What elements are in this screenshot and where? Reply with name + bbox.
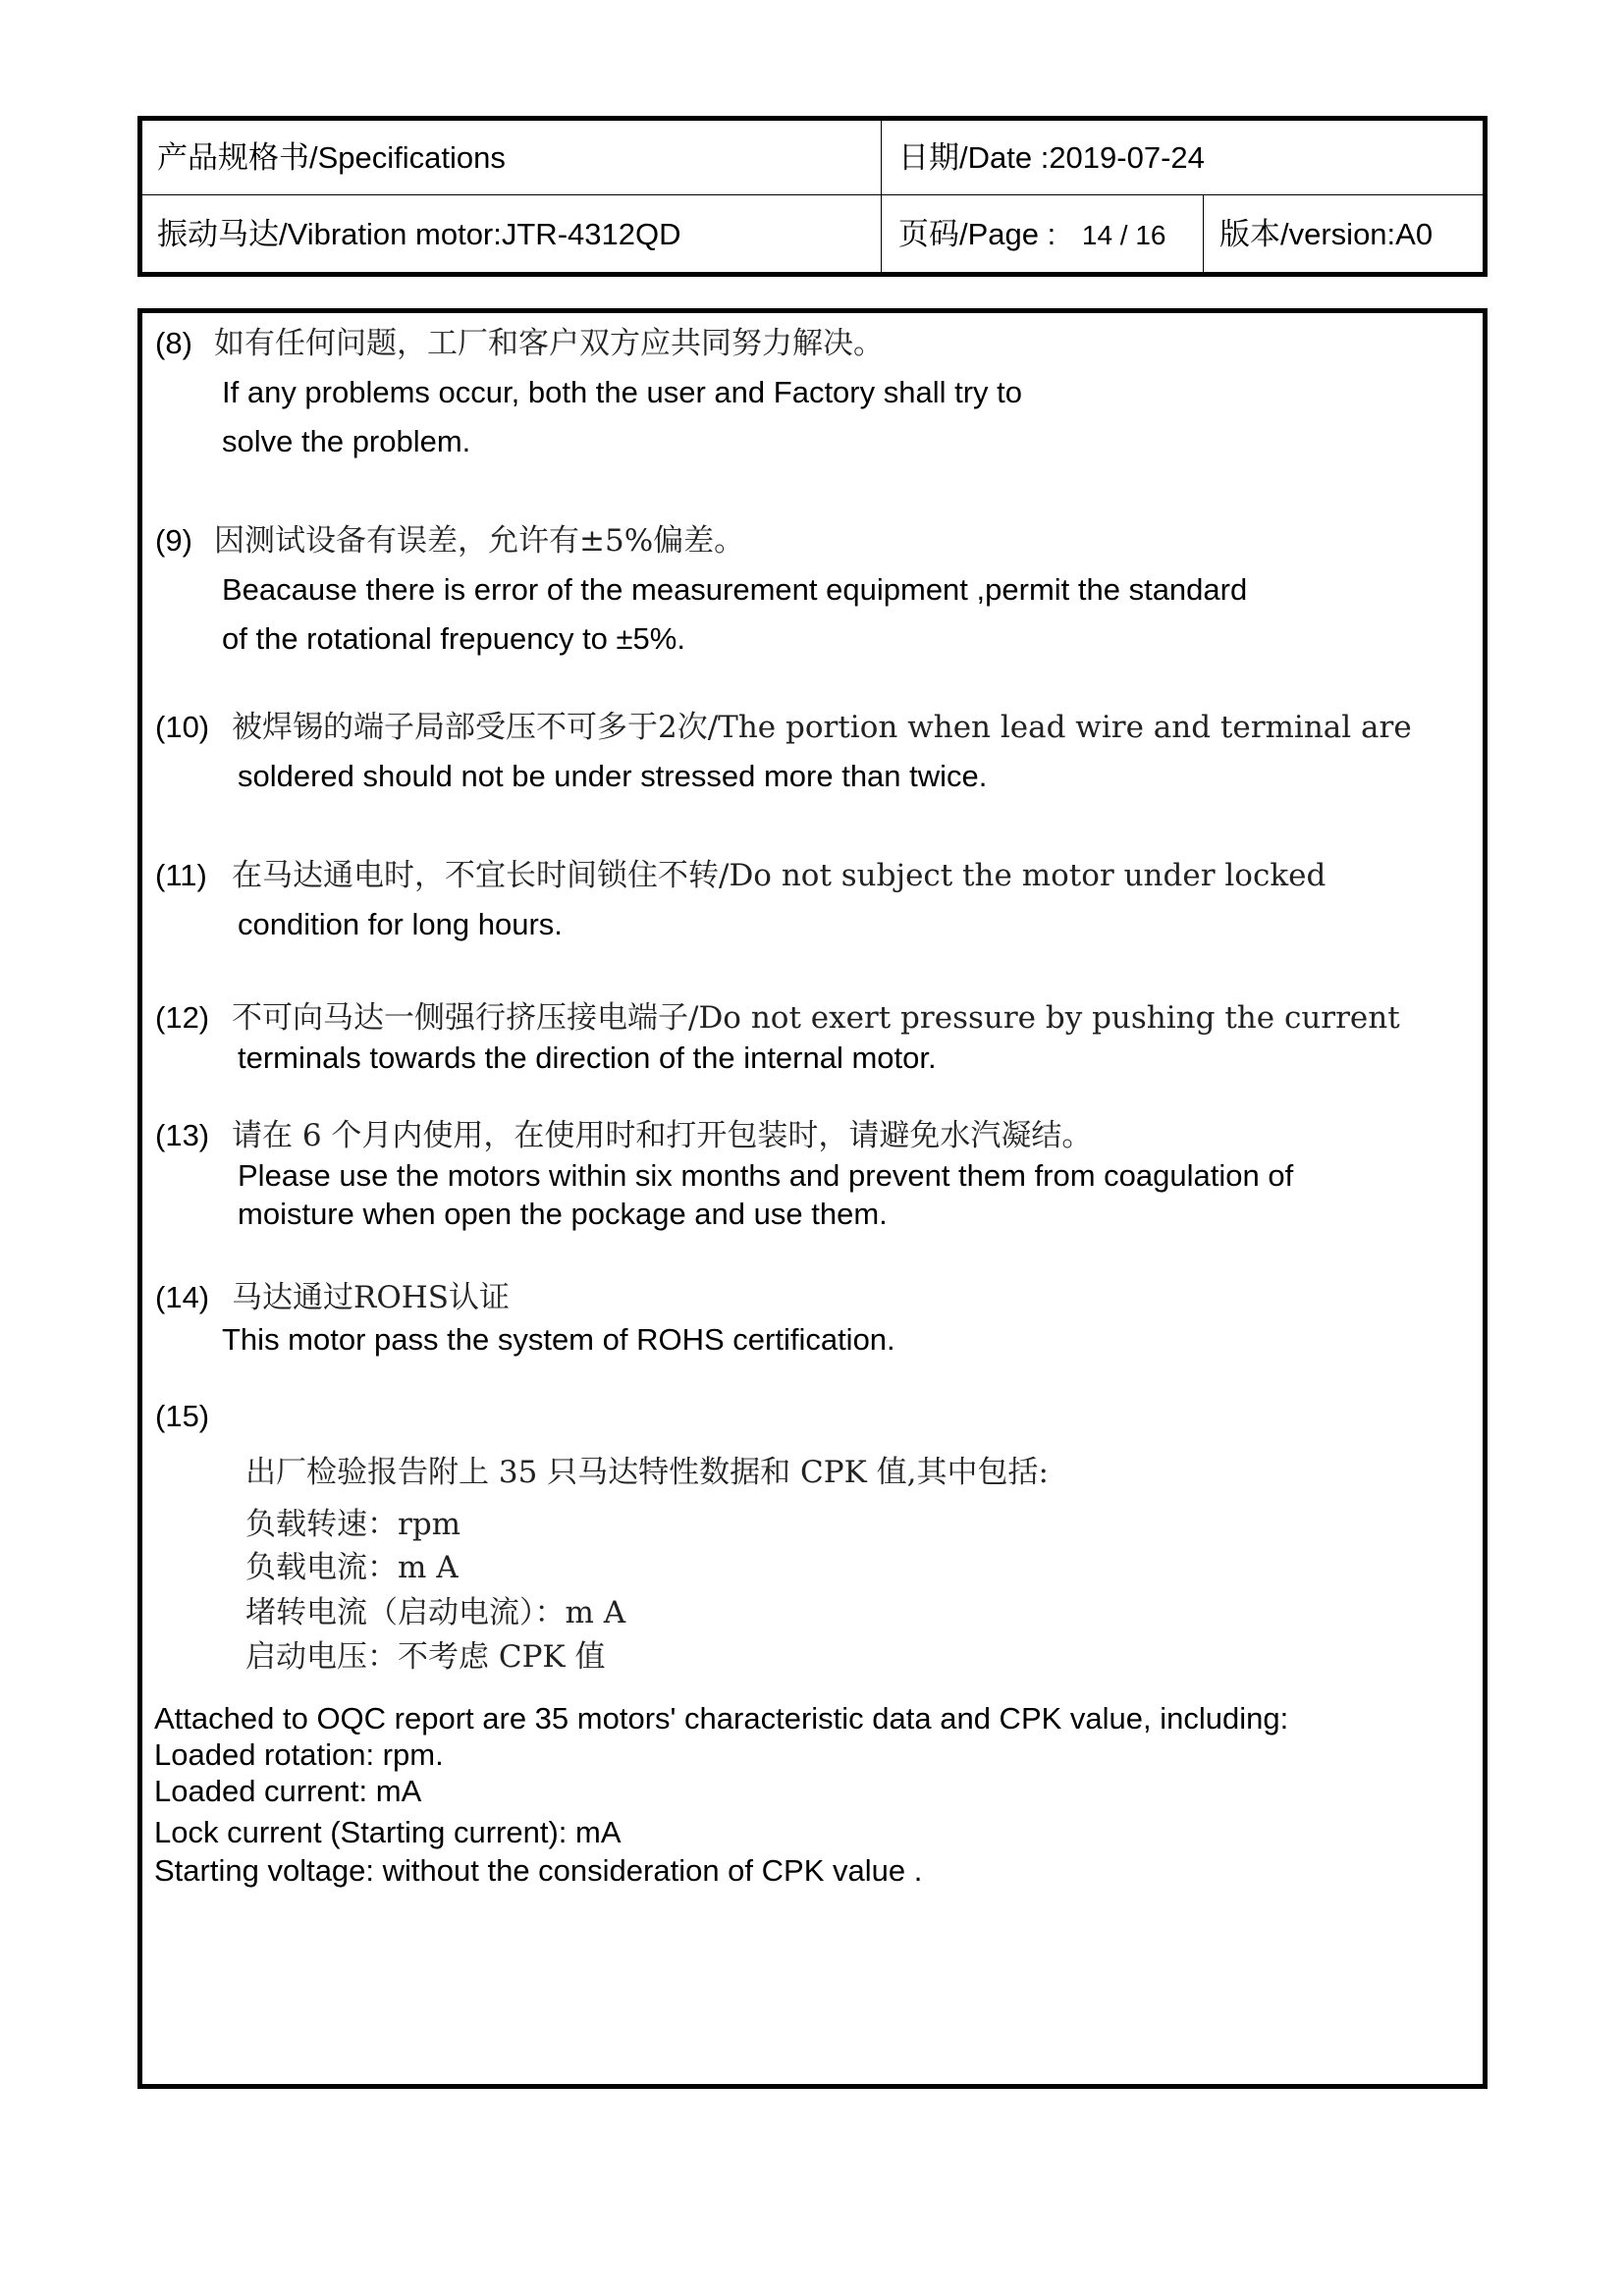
oqc-intro-en: Attached to OQC report are 35 motors' characteristic data and CPK value, including: [154,1701,1289,1735]
header-col-divider [881,121,882,272]
note-number: (10) [155,710,210,744]
page-value: 14 / 16 [1081,220,1166,250]
note-text-en: solve the problem. [222,424,471,458]
page-number [898,219,1166,249]
doc-date: 日期/Date :2019-07-24 [898,140,1205,175]
note-text-en: If any problems occur, both the user and Factory shall try to [222,375,1023,409]
oqc-item-en: Starting voltage: without the consideration of CPK value . [154,1853,923,1888]
doc-version: 版本/version:A0 [1219,217,1434,251]
page-label: 页码/Page : [898,217,1056,251]
note-text-en: condition for long hours. [238,907,563,941]
header-row-divider [142,194,1483,195]
note-text-en: This motor pass the system of ROHS certification. [222,1322,895,1357]
header-subcol-divider [1203,194,1204,272]
oqc-item-cn: 负载转速：rpm [245,1507,461,1542]
oqc-intro-cn: 出厂检验报告附上 35 只马达特性数据和 CPK 值,其中包括: [245,1455,1049,1490]
note-text-cn: 因测试设备有误差，允许有±5%偏差。 [214,523,745,559]
note-text-cn: 如有任何问题，工厂和客户双方应共同努力解决。 [214,326,884,361]
note-number: (12) [155,1000,210,1035]
oqc-item-cn: 负载电流：m A [245,1550,459,1585]
note-text-en: moisture when open the pockage and use them. [238,1197,888,1231]
note-text-en: Please use the motors within six months and prevent them from coagulation of [238,1158,1294,1193]
note-number: (9) [155,523,192,558]
note-text: 不可向马达一侧强行挤压接电端子/Do not exert pressure by pushing the current [232,1000,1400,1036]
doc-title: 产品规格书/Specifications [157,140,506,175]
note-text-en: terminals towards the direction of the internal motor. [238,1041,937,1075]
oqc-item-cn: 堵转电流（启动电流）：m A [245,1595,626,1630]
note-text: 被焊锡的端子局部受压不可多于2次/The portion when lead wire and terminal are [232,710,1412,745]
oqc-item-cn: 启动电压：不考虑 CPK 值 [245,1639,606,1675]
note-text-en: of the rotational frepuency to ±5%. [222,621,685,656]
note-number: (15) [155,1399,210,1433]
note-number: (14) [155,1280,210,1314]
note-number: (13) [155,1118,210,1152]
note-text-en: soldered should not be under stressed more than twice. [238,759,988,793]
note-text: 在马达通电时，不宜长时间锁住不转/Do not subject the motor under locked [232,858,1326,893]
oqc-item-en: Loaded current: mA [154,1774,422,1808]
note-text-cn: 马达通过ROHS认证 [232,1280,511,1315]
note-text-en: Beacause there is error of the measurement equipment ,permit the standard [222,572,1248,607]
header-table [137,116,1488,277]
note-number: (8) [155,326,192,360]
oqc-item-en: Loaded rotation: rpm. [154,1737,444,1772]
product-name: 振动马达/Vibration motor:JTR-4312QD [157,217,681,251]
note-text-cn: 请在 6 个月内使用，在使用时和打开包装时，请避免水汽凝结。 [232,1118,1093,1153]
oqc-item-en: Lock current (Starting current): mA [154,1815,622,1849]
note-number: (11) [155,858,207,892]
